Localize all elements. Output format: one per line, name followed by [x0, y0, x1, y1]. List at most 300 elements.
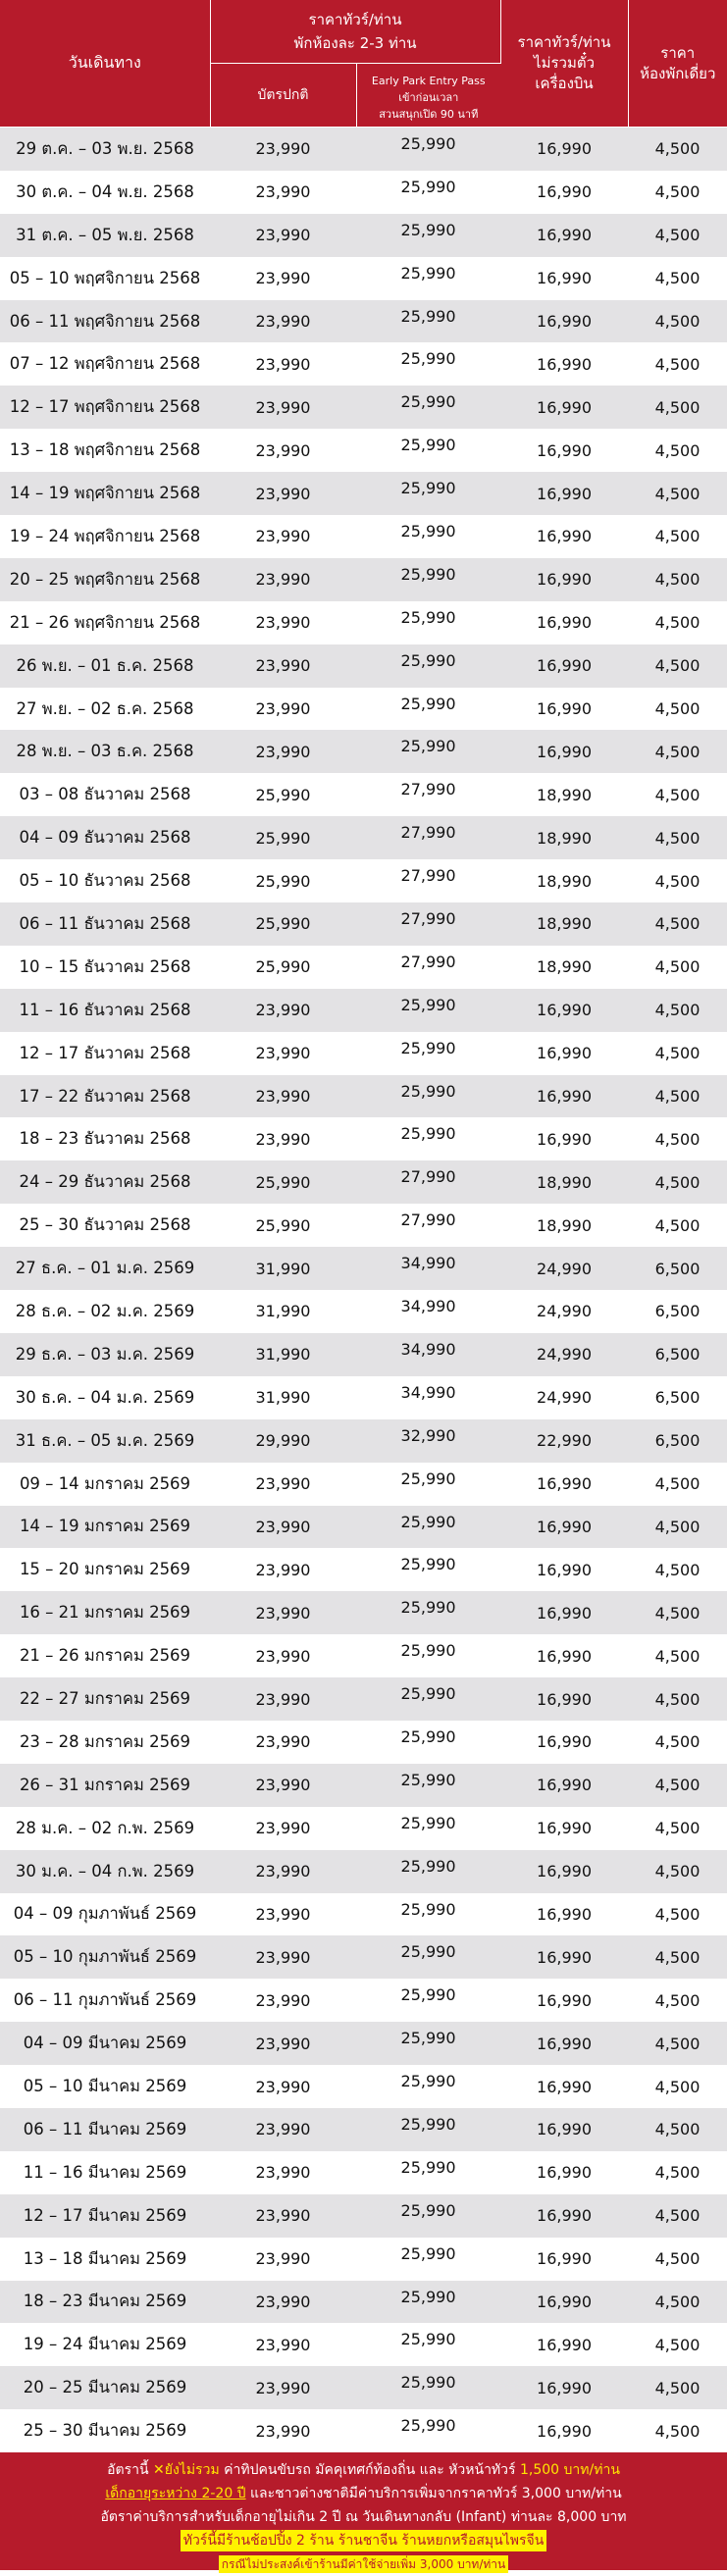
single-room-price-cell: 4,500 — [628, 1850, 727, 1893]
single-room-price-cell: 4,500 — [628, 1634, 727, 1677]
no-flight-price-cell: 16,990 — [500, 1032, 628, 1075]
header-single-line1: ราคา — [660, 43, 696, 62]
single-room-price-cell: 4,500 — [628, 1032, 727, 1075]
footer-line-infant: อัตราค่าบริการสำหรับเด็กอายุไม่เกิน 2 ปี ณ วันเดินทางกลับ (Infant) ท่านละ 8,000 บาท — [100, 2509, 627, 2526]
early-price-cell: 34,990 — [356, 1247, 500, 1290]
footer-not-included: ยังไม่รวม — [164, 2462, 220, 2479]
normal-price-cell: 23,990 — [210, 342, 356, 386]
early-price-cell: 34,990 — [356, 1333, 500, 1376]
table-row — [0, 601, 727, 644]
early-price-cell: 25,990 — [356, 1850, 500, 1893]
table-row — [0, 1721, 727, 1764]
no-flight-price-cell: 18,990 — [500, 1204, 628, 1247]
normal-price-cell: 23,990 — [210, 1764, 356, 1807]
early-price-cell: 25,990 — [356, 1032, 500, 1075]
table-row — [0, 816, 727, 859]
normal-price-cell: 23,990 — [210, 1979, 356, 2022]
footer-children-fee: และชาวต่างชาติมีค่าบริการเพิ่มจากราคาทัวร์ 3,000 บาท/ท่าน — [245, 2486, 622, 2502]
no-flight-price-cell: 18,990 — [500, 1160, 628, 1204]
no-flight-price-cell: 16,990 — [500, 730, 628, 773]
single-room-price-cell: 4,500 — [628, 644, 727, 688]
header-single-line2: ห้องพักเดี่ยว — [640, 64, 716, 82]
no-flight-price-cell: 16,990 — [500, 515, 628, 558]
single-room-price-cell: 4,500 — [628, 859, 727, 902]
header-tour-price-group — [210, 0, 500, 64]
normal-price-cell: 23,990 — [210, 1548, 356, 1591]
single-room-price-cell: 4,500 — [628, 1979, 727, 2022]
table-row — [0, 2366, 727, 2409]
no-flight-price-cell: 16,990 — [500, 128, 628, 171]
early-price-cell: 25,990 — [356, 2409, 500, 2452]
header-early-line3: สวนสนุกเปิด 90 นาที — [379, 107, 479, 121]
single-room-price-cell: 4,500 — [628, 2151, 727, 2194]
single-room-price-cell: 4,500 — [628, 989, 727, 1032]
date-cell: 11 – 16 มีนาคม 2569 — [0, 2151, 210, 2194]
date-cell: 05 – 10 ธันวาคม 2568 — [0, 859, 210, 902]
single-room-price-cell: 4,500 — [628, 128, 727, 171]
single-room-price-cell: 4,500 — [628, 902, 727, 946]
normal-price-cell: 29,990 — [210, 1419, 356, 1463]
date-cell: 05 – 10 พฤศจิกายน 2568 — [0, 257, 210, 300]
no-flight-price-cell: 16,990 — [500, 1764, 628, 1807]
normal-price-cell: 25,990 — [210, 859, 356, 902]
no-flight-price-cell: 16,990 — [500, 1591, 628, 1634]
single-room-price-cell: 4,500 — [628, 1764, 727, 1807]
no-flight-price-cell: 22,990 — [500, 1419, 628, 1463]
single-room-price-cell: 4,500 — [628, 816, 727, 859]
date-cell: 13 – 18 มีนาคม 2569 — [0, 2238, 210, 2281]
normal-price-cell: 23,990 — [210, 515, 356, 558]
header-travel-date — [0, 0, 210, 128]
normal-price-cell: 23,990 — [210, 171, 356, 214]
normal-price-cell: 23,990 — [210, 386, 356, 429]
table-row — [0, 859, 727, 902]
single-room-price-cell: 6,500 — [628, 1247, 727, 1290]
normal-price-cell: 23,990 — [210, 2238, 356, 2281]
date-cell: 29 ธ.ค. – 03 ม.ค. 2569 — [0, 1333, 210, 1376]
table-row — [0, 386, 727, 429]
date-cell: 31 ธ.ค. – 05 ม.ค. 2569 — [0, 1419, 210, 1463]
table-row — [0, 257, 727, 300]
single-room-price-cell: 4,500 — [628, 688, 727, 731]
no-flight-price-cell: 24,990 — [500, 1247, 628, 1290]
early-price-cell: 25,990 — [356, 1764, 500, 1807]
single-room-price-cell: 4,500 — [628, 2366, 727, 2409]
table-row — [0, 2281, 727, 2324]
normal-price-cell: 23,990 — [210, 2022, 356, 2065]
single-room-price-cell: 4,500 — [628, 257, 727, 300]
date-cell: 20 – 25 พฤศจิกายน 2568 — [0, 558, 210, 601]
normal-price-cell: 23,990 — [210, 730, 356, 773]
table-row — [0, 2323, 727, 2366]
date-cell: 25 – 30 ธันวาคม 2568 — [0, 1204, 210, 1247]
no-flight-price-cell: 16,990 — [500, 558, 628, 601]
no-flight-price-cell: 18,990 — [500, 859, 628, 902]
normal-price-cell: 23,990 — [210, 257, 356, 300]
single-room-price-cell: 4,500 — [628, 1463, 727, 1506]
table-row — [0, 214, 727, 257]
normal-price-cell: 25,990 — [210, 946, 356, 989]
no-flight-price-cell: 16,990 — [500, 1075, 628, 1118]
footer-shopping-fee: กรณีไม่ประสงค์เข้าร้านมีค่าใช้จ่ายเพิ่ม 3,000 บาท/ท่าน — [219, 2555, 508, 2573]
normal-price-cell: 23,990 — [210, 558, 356, 601]
no-flight-price-cell: 16,990 — [500, 2022, 628, 2065]
early-price-cell: 25,990 — [356, 644, 500, 688]
early-price-cell: 25,990 — [356, 989, 500, 1032]
single-room-price-cell: 4,500 — [628, 1677, 727, 1721]
header-no-flight-line1: ราคาทัวร์/ท่าน — [517, 33, 611, 51]
no-flight-price-cell: 16,990 — [500, 688, 628, 731]
single-room-price-cell: 4,500 — [628, 558, 727, 601]
no-flight-price-cell: 16,990 — [500, 2409, 628, 2452]
normal-price-cell: 23,990 — [210, 989, 356, 1032]
no-flight-price-cell: 16,990 — [500, 644, 628, 688]
header-no-flight-line2: ไม่รวมตั๋ว — [534, 54, 595, 72]
no-flight-price-cell: 24,990 — [500, 1376, 628, 1419]
normal-price-cell: 23,990 — [210, 1935, 356, 1979]
no-flight-price-cell: 16,990 — [500, 2108, 628, 2151]
normal-price-cell: 23,990 — [210, 2065, 356, 2108]
early-price-cell: 34,990 — [356, 1290, 500, 1333]
single-room-price-cell: 6,500 — [628, 1333, 727, 1376]
table-row — [0, 1634, 727, 1677]
no-flight-price-cell: 18,990 — [500, 902, 628, 946]
early-price-cell: 25,990 — [356, 300, 500, 343]
no-flight-price-cell: 16,990 — [500, 1850, 628, 1893]
table-row — [0, 128, 727, 171]
early-price-cell: 25,990 — [356, 515, 500, 558]
single-room-price-cell: 4,500 — [628, 1548, 727, 1591]
early-price-cell: 25,990 — [356, 1075, 500, 1118]
table-row — [0, 558, 727, 601]
no-flight-price-cell: 16,990 — [500, 2323, 628, 2366]
early-price-cell: 25,990 — [356, 1721, 500, 1764]
date-cell: 09 – 14 มกราคม 2569 — [0, 1463, 210, 1506]
early-price-cell: 27,990 — [356, 773, 500, 816]
early-price-cell: 25,990 — [356, 1935, 500, 1979]
table-row — [0, 1893, 727, 1936]
normal-price-cell: 23,990 — [210, 1850, 356, 1893]
table-row — [0, 2022, 727, 2065]
header-single-room — [628, 0, 727, 128]
table-row — [0, 1548, 727, 1591]
normal-price-cell: 23,990 — [210, 1075, 356, 1118]
date-cell: 21 – 26 มกราคม 2569 — [0, 1634, 210, 1677]
single-room-price-cell: 4,500 — [628, 2238, 727, 2281]
date-cell: 18 – 23 ธันวาคม 2568 — [0, 1117, 210, 1160]
normal-price-cell: 23,990 — [210, 429, 356, 472]
early-price-cell: 25,990 — [356, 214, 500, 257]
date-cell: 26 – 31 มกราคม 2569 — [0, 1764, 210, 1807]
date-cell: 21 – 26 พฤศจิกายน 2568 — [0, 601, 210, 644]
single-room-price-cell: 4,500 — [628, 2108, 727, 2151]
date-cell: 12 – 17 ธันวาคม 2568 — [0, 1032, 210, 1075]
table-body — [0, 128, 727, 2453]
date-cell: 05 – 10 มีนาคม 2569 — [0, 2065, 210, 2108]
header-no-flight-price — [500, 0, 628, 128]
no-flight-price-cell: 16,990 — [500, 1463, 628, 1506]
early-price-cell: 25,990 — [356, 2281, 500, 2324]
normal-price-cell: 23,990 — [210, 1807, 356, 1850]
normal-price-cell: 23,990 — [210, 214, 356, 257]
normal-price-cell: 31,990 — [210, 1333, 356, 1376]
table-row — [0, 342, 727, 386]
single-room-price-cell: 4,500 — [628, 515, 727, 558]
early-price-cell: 27,990 — [356, 902, 500, 946]
early-price-cell: 25,990 — [356, 1463, 500, 1506]
single-room-price-cell: 4,500 — [628, 386, 727, 429]
normal-price-cell: 23,990 — [210, 1721, 356, 1764]
table-row — [0, 730, 727, 773]
no-flight-price-cell: 16,990 — [500, 1935, 628, 1979]
early-price-cell: 25,990 — [356, 1807, 500, 1850]
single-room-price-cell: 4,500 — [628, 171, 727, 214]
single-room-price-cell: 4,500 — [628, 472, 727, 515]
no-flight-price-cell: 16,990 — [500, 342, 628, 386]
table-row — [0, 1506, 727, 1549]
single-room-price-cell: 4,500 — [628, 1721, 727, 1764]
early-price-cell: 25,990 — [356, 2323, 500, 2366]
table-row — [0, 1290, 727, 1333]
single-room-price-cell: 6,500 — [628, 1376, 727, 1419]
table-row — [0, 2108, 727, 2151]
single-room-price-cell: 4,500 — [628, 429, 727, 472]
single-room-price-cell: 4,500 — [628, 946, 727, 989]
normal-price-cell: 23,990 — [210, 1591, 356, 1634]
early-price-cell: 25,990 — [356, 2022, 500, 2065]
date-cell: 31 ต.ค. – 05 พ.ย. 2568 — [0, 214, 210, 257]
date-cell: 14 – 19 มกราคม 2569 — [0, 1506, 210, 1549]
table-row — [0, 2065, 727, 2108]
footer-tips-text: ค่าทิปคนขับรถ มัคคุเทศก์ท้องถิ่น และ หัวหน้าทัวร์ — [219, 2462, 520, 2479]
date-cell: 07 – 12 พฤศจิกายน 2568 — [0, 342, 210, 386]
early-price-cell: 25,990 — [356, 688, 500, 731]
normal-price-cell: 23,990 — [210, 1677, 356, 1721]
header-no-flight-line3: เครื่องบิน — [535, 75, 594, 92]
date-cell: 06 – 11 พฤศจิกายน 2568 — [0, 300, 210, 343]
no-flight-price-cell: 16,990 — [500, 1893, 628, 1936]
no-flight-price-cell: 16,990 — [500, 601, 628, 644]
early-price-cell: 25,990 — [356, 2194, 500, 2238]
normal-price-cell: 23,990 — [210, 1893, 356, 1936]
date-cell: 20 – 25 มีนาคม 2569 — [0, 2366, 210, 2409]
single-room-price-cell: 4,500 — [628, 1117, 727, 1160]
no-flight-price-cell: 16,990 — [500, 989, 628, 1032]
date-cell: 30 ต.ค. – 04 พ.ย. 2568 — [0, 171, 210, 214]
no-flight-price-cell: 16,990 — [500, 2238, 628, 2281]
normal-price-cell: 25,990 — [210, 1160, 356, 1204]
date-cell: 27 ธ.ค. – 01 ม.ค. 2569 — [0, 1247, 210, 1290]
table-row — [0, 1935, 727, 1979]
early-price-cell: 25,990 — [356, 386, 500, 429]
no-flight-price-cell: 16,990 — [500, 171, 628, 214]
normal-price-cell: 23,990 — [210, 300, 356, 343]
normal-price-cell: 23,990 — [210, 688, 356, 731]
no-flight-price-cell: 16,990 — [500, 1807, 628, 1850]
date-cell: 28 ม.ค. – 02 ก.พ. 2569 — [0, 1807, 210, 1850]
table-row — [0, 946, 727, 989]
table-row — [0, 902, 727, 946]
single-room-price-cell: 4,500 — [628, 2194, 727, 2238]
table-row — [0, 2151, 727, 2194]
no-flight-price-cell: 18,990 — [500, 816, 628, 859]
single-room-price-cell: 4,500 — [628, 342, 727, 386]
table-row — [0, 1032, 727, 1075]
early-price-cell: 27,990 — [356, 946, 500, 989]
normal-price-cell: 23,990 — [210, 1634, 356, 1677]
normal-price-cell: 25,990 — [210, 816, 356, 859]
table-row — [0, 1160, 727, 1204]
date-cell: 19 – 24 มีนาคม 2569 — [0, 2323, 210, 2366]
normal-price-cell: 23,990 — [210, 2366, 356, 2409]
table-row — [0, 515, 727, 558]
table-row — [0, 1247, 727, 1290]
no-flight-price-cell: 16,990 — [500, 300, 628, 343]
no-flight-price-cell: 16,990 — [500, 1117, 628, 1160]
early-price-cell: 25,990 — [356, 472, 500, 515]
no-flight-price-cell: 16,990 — [500, 2065, 628, 2108]
normal-price-cell: 25,990 — [210, 1204, 356, 1247]
single-room-price-cell: 4,500 — [628, 1160, 727, 1204]
early-price-cell: 27,990 — [356, 1204, 500, 1247]
early-price-cell: 25,990 — [356, 601, 500, 644]
early-price-cell: 25,990 — [356, 2238, 500, 2281]
header-tour-price-line1: ราคาทัวร์/ท่าน — [308, 11, 402, 28]
date-cell: 19 – 24 พฤศจิกายน 2568 — [0, 515, 210, 558]
no-flight-price-cell: 16,990 — [500, 2151, 628, 2194]
no-flight-price-cell: 18,990 — [500, 946, 628, 989]
early-price-cell: 25,990 — [356, 429, 500, 472]
normal-price-cell: 23,990 — [210, 128, 356, 171]
footer-shopping-notice: ทัวร์นี้มีร้านช้อปปิ้ง 2 ร้าน ร้านชาจีน ร้านหยกหรือสมุนไพรจีน — [181, 2530, 547, 2551]
date-cell: 24 – 29 ธันวาคม 2568 — [0, 1160, 210, 1204]
normal-price-cell: 31,990 — [210, 1376, 356, 1419]
table-row — [0, 1850, 727, 1893]
date-cell: 25 – 30 มีนาคม 2569 — [0, 2409, 210, 2452]
no-flight-price-cell: 16,990 — [500, 1548, 628, 1591]
date-cell: 18 – 23 มีนาคม 2569 — [0, 2281, 210, 2324]
table-row — [0, 2194, 727, 2238]
no-flight-price-cell: 16,990 — [500, 1721, 628, 1764]
early-price-cell: 25,990 — [356, 1548, 500, 1591]
header-travel-date-label: วันเดินทาง — [68, 53, 141, 72]
no-flight-price-cell: 16,990 — [500, 1634, 628, 1677]
normal-price-cell: 23,990 — [210, 1032, 356, 1075]
single-room-price-cell: 4,500 — [628, 730, 727, 773]
table-row — [0, 171, 727, 214]
single-room-price-cell: 4,500 — [628, 1935, 727, 1979]
single-room-price-cell: 4,500 — [628, 2409, 727, 2452]
normal-price-cell: 23,990 — [210, 1506, 356, 1549]
date-cell: 22 – 27 มกราคม 2569 — [0, 1677, 210, 1721]
cross-icon: ✕ — [153, 2462, 165, 2479]
single-room-price-cell: 4,500 — [628, 1506, 727, 1549]
single-room-price-cell: 4,500 — [628, 1075, 727, 1118]
no-flight-price-cell: 16,990 — [500, 1979, 628, 2022]
date-cell: 23 – 28 มกราคม 2569 — [0, 1721, 210, 1764]
early-price-cell: 25,990 — [356, 342, 500, 386]
header-normal-ticket — [210, 64, 356, 128]
normal-price-cell: 23,990 — [210, 1463, 356, 1506]
single-room-price-cell: 4,500 — [628, 2281, 727, 2324]
normal-price-cell: 23,990 — [210, 1117, 356, 1160]
date-cell: 12 – 17 มีนาคม 2569 — [0, 2194, 210, 2238]
early-price-cell: 25,990 — [356, 257, 500, 300]
date-cell: 16 – 21 มกราคม 2569 — [0, 1591, 210, 1634]
date-cell: 04 – 09 มีนาคม 2569 — [0, 2022, 210, 2065]
single-room-price-cell: 4,500 — [628, 1591, 727, 1634]
normal-price-cell: 23,990 — [210, 2323, 356, 2366]
table-row — [0, 1117, 727, 1160]
normal-price-cell: 23,990 — [210, 472, 356, 515]
early-price-cell: 25,990 — [356, 1506, 500, 1549]
table-row — [0, 1419, 727, 1463]
header-early-entry — [356, 64, 500, 128]
early-price-cell: 25,990 — [356, 730, 500, 773]
date-cell: 28 ธ.ค. – 02 ม.ค. 2569 — [0, 1290, 210, 1333]
table-row — [0, 1764, 727, 1807]
normal-price-cell: 23,990 — [210, 2194, 356, 2238]
date-cell: 12 – 17 พฤศจิกายน 2568 — [0, 386, 210, 429]
date-cell: 03 – 08 ธันวาคม 2568 — [0, 773, 210, 816]
single-room-price-cell: 4,500 — [628, 2323, 727, 2366]
table-row — [0, 472, 727, 515]
early-price-cell: 25,990 — [356, 1634, 500, 1677]
single-room-price-cell: 6,500 — [628, 1290, 727, 1333]
date-cell: 15 – 20 มกราคม 2569 — [0, 1548, 210, 1591]
table-row — [0, 1591, 727, 1634]
table-row — [0, 1979, 727, 2022]
early-price-cell: 25,990 — [356, 1677, 500, 1721]
date-cell: 11 – 16 ธันวาคม 2568 — [0, 989, 210, 1032]
no-flight-price-cell: 16,990 — [500, 2281, 628, 2324]
date-cell: 27 พ.ย. – 02 ธ.ค. 2568 — [0, 688, 210, 731]
single-room-price-cell: 4,500 — [628, 1204, 727, 1247]
single-room-price-cell: 4,500 — [628, 300, 727, 343]
normal-price-cell: 23,990 — [210, 601, 356, 644]
table-row — [0, 989, 727, 1032]
normal-price-cell: 31,990 — [210, 1290, 356, 1333]
table-row — [0, 773, 727, 816]
table-row — [0, 429, 727, 472]
table-row — [0, 1333, 727, 1376]
date-cell: 30 ม.ค. – 04 ก.พ. 2569 — [0, 1850, 210, 1893]
no-flight-price-cell: 18,990 — [500, 773, 628, 816]
footer-tips-prefix: อัตรานี้ — [107, 2462, 154, 2479]
normal-price-cell: 25,990 — [210, 773, 356, 816]
single-room-price-cell: 4,500 — [628, 2065, 727, 2108]
date-cell: 04 – 09 กุมภาพันธ์ 2569 — [0, 1893, 210, 1936]
table-row — [0, 1677, 727, 1721]
early-price-cell: 27,990 — [356, 859, 500, 902]
table-row — [0, 1204, 727, 1247]
normal-price-cell: 23,990 — [210, 2151, 356, 2194]
early-price-cell: 25,990 — [356, 2108, 500, 2151]
no-flight-price-cell: 16,990 — [500, 214, 628, 257]
date-cell: 29 ต.ค. – 03 พ.ย. 2568 — [0, 128, 210, 171]
single-room-price-cell: 4,500 — [628, 601, 727, 644]
normal-price-cell: 23,990 — [210, 2108, 356, 2151]
table-row — [0, 2409, 727, 2452]
no-flight-price-cell: 16,990 — [500, 386, 628, 429]
single-room-price-cell: 4,500 — [628, 773, 727, 816]
early-price-cell: 25,990 — [356, 2065, 500, 2108]
early-price-cell: 25,990 — [356, 128, 500, 171]
single-room-price-cell: 4,500 — [628, 1893, 727, 1936]
table-row — [0, 1463, 727, 1506]
single-room-price-cell: 6,500 — [628, 1419, 727, 1463]
no-flight-price-cell: 16,990 — [500, 257, 628, 300]
